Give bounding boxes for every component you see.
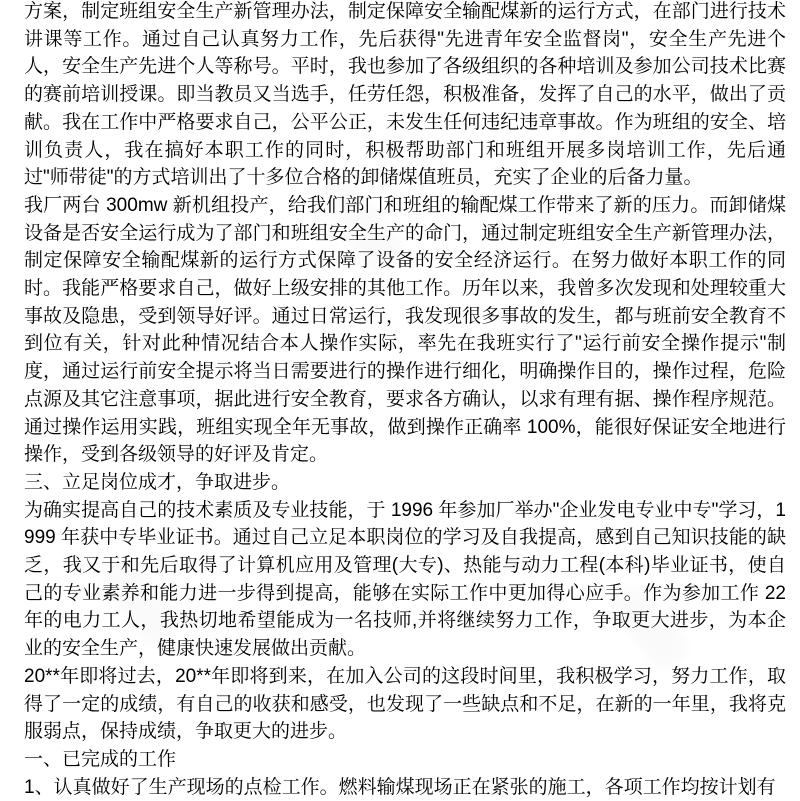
paragraph-education-growth: 为确实提高自己的技术素质及专业技能，于 1996 年参加厂举办"企业发电专业中专"学习，1999 年获中专毕业证书。通过自己立足本职岗位的学习及自我提高，感到自己知识技能的缺乏，我又于和先后取得了计算机应用及管理(大专)、热能与动力工程(本科)毕业证书，使自己的专业素养和能力进一步得到提高，能够在实际工作中更加得心应手。作为参加工作 22年的电力工人，我热切地希望能成为一名技师,并将继续努力工作，争取更大进步，为本企业的安全生产，健康快速发展做出贡献。 xyxy=(24,499,786,660)
paragraph-work-achievements-continued: 方案，制定班组安全生产新管理办法，制定保障安全输配煤新的运行方式，在部门进行技术讲课等工作。通过自己认真努力工作，先后获得"先进青年安全监督岗"，安全生产先进个人，安全生产先进个人等称号。平时，我也参加了各级组织的各种培训及参加公司技术比赛的赛前培训授课。即当教员又当选手，任劳任怨，积极准备，发挥了自己的水平，做出了贡献。我在工作中严格要求自己，公平公正，未发生任何违纪违章事故。作为班组的安全、培训负责人，我在搞好本职工作的同时，积极帮助部门和班组开展多岗培训工作，先后通过"师带徒"的方式培训出了十多位合格的卸储煤值班员，充实了企业的后备力量。 xyxy=(24,1,786,189)
paragraph-year-transition: 20**年即将过去，20**年即将到来，在加入公司的这段时间里，我积极学习，努力工作，取得了一定的成绩，有自己的收获和感受，也发现了一些缺点和不足，在新的一年里，我将克服弱点，保持成绩，争取更大的进步。 xyxy=(24,665,786,743)
paragraph-new-units-safety: 我厂两台 300mw 新机组投产，给我们部门和班组的输配煤工作带来了新的压力。而卸储煤设备是否安全运行成为了部门和班组安全生产的命门，通过制定班组安全生产新管理办法，制定保障安全输配煤新的运行方式保障了设备的安全经济运行。在努力做好本职工作的同时。我能严格要求自己，做好上级安排的其他工作。历年以来，我曾多次发现和处理较重大事故及隐患，受到领导好评。通过日常运行，我发现很多事故的发生，都与班前安全教育不到位有关，针对此种情况结合本人操作实际，率先在我班实行了"运行前安全操作提示"制度，通过运行前安全提示将当日需要进行的操作进行细化，明确操作目的，操作过程，危险点源及其它注意事项，据此进行安全教育，要求各方确认，以求有理有据、操作程序规范。通过操作运用实践，班组实现全年无事故，做到操作正确率 100%，能很好保证安全地进行操作，受到各级领导的好评及肯定。 xyxy=(24,194,786,466)
section-heading-three: 三、立足岗位成才，争取进步。 xyxy=(24,471,291,493)
section-heading-one: 一、已完成的工作 xyxy=(24,748,177,770)
list-item-1-inspection-work: 1、认真做好了生产现场的点检工作。燃料输煤现场正在紧张的施工，各项工作均按计划有 xyxy=(24,776,776,798)
